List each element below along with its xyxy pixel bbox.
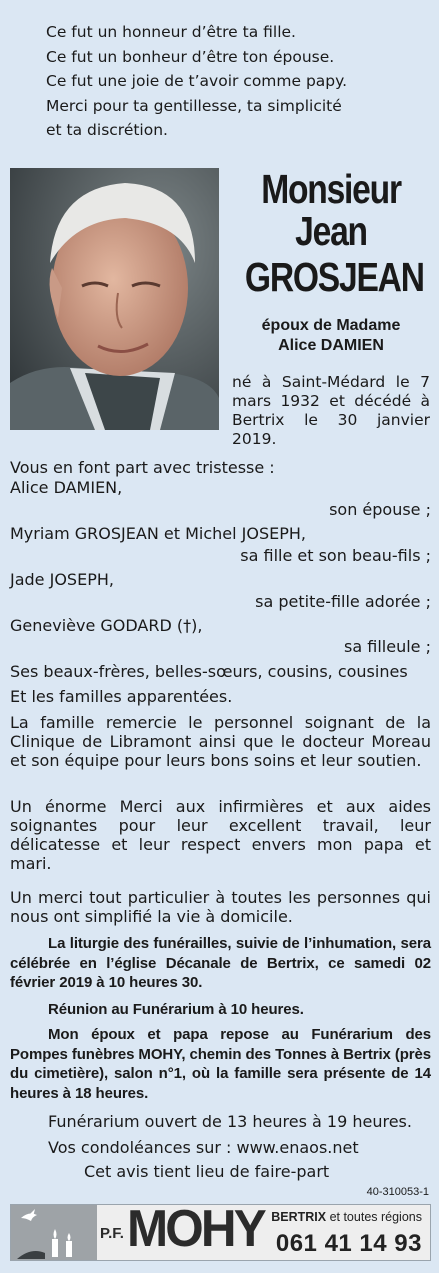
extended-family: Ses beaux-frères, belles-sœurs, cousins, cousines — [10, 662, 408, 681]
spouse-line-2: Alice DAMIEN — [278, 337, 384, 354]
family-role: sa fille et son beau-fils ; — [240, 546, 431, 565]
poem-line: Ce fut une joie de t’avoir comme papy. — [46, 72, 348, 91]
family-name: Geneviève GODARD (†), — [10, 616, 203, 635]
region-rest: et toutes régions — [326, 1210, 422, 1224]
rest-info: Mon époux et papa repose au Funérarium des Pompes funèbres MOHY, chemin des Tonnes à Bertrix (près du cimetière), salon n°1, où la famille sera présente de 14 heures à 18 heures. — [10, 1026, 432, 1102]
condolences: Vos condoléances sur : www.enaos.net — [48, 1138, 359, 1157]
spouse-line-1: époux de Madame — [261, 317, 401, 334]
title: Monsieur — [261, 166, 401, 212]
family-name: Alice DAMIEN, — [10, 478, 123, 497]
portrait-illustration — [10, 168, 219, 430]
intro: Vous en font part avec tristesse : — [10, 458, 275, 477]
family-role: sa petite-fille adorée ; — [255, 592, 431, 611]
poem-line: Merci pour ta gentillesse, ta simplicité — [46, 96, 342, 115]
families-related: Et les familles apparentées. — [10, 687, 233, 706]
portrait-photo — [10, 168, 219, 430]
meeting: Réunion au Funérarium à 10 heures. — [48, 1001, 304, 1018]
notice: Cet avis tient lieu de faire-part — [84, 1162, 330, 1181]
pf-label: P.F. — [100, 1225, 124, 1242]
brand-name: MOHY — [127, 1200, 264, 1258]
thanks-home: Un merci tout particulier à toutes les personnes qui nous ont simplifié la vie à domicile. — [10, 888, 431, 926]
poem-line: Ce fut un honneur d’être ta fille. — [46, 23, 296, 41]
phone-number: 061 41 14 93 — [275, 1230, 422, 1257]
region-city: BERTRIX — [271, 1210, 327, 1224]
birth-death-info: né à Saint-Médard le 7 mars 1932 et décédé à Bertrix le 30 janvier 2019. — [232, 373, 430, 448]
family-name: Jade JOSEPH, — [10, 570, 114, 589]
poem-line: et ta discrétion. — [46, 121, 168, 140]
family-name: Myriam GROSJEAN et Michel JOSEPH, — [10, 524, 306, 543]
funerarium-hours: Funérarium ouvert de 13 heures à 19 heures. — [48, 1112, 412, 1131]
first-name: Jean — [295, 208, 367, 254]
thanks-clinic: La famille remercie le personnel soignant de la Clinique de Libramont ainsi que le docteur Moreau et son équipe pour leurs bons soins et leur soutien. — [10, 713, 431, 770]
poem — [46, 20, 347, 143]
thanks-nurses: Un énorme Merci aux infirmières et aux aides soignantes pour leur excellent travail, leur délicatesse et leur respect envers mon papa et mari. — [10, 797, 431, 873]
dove-candle-icon — [11, 1205, 97, 1260]
liturgy: La liturgie des funérailles, suivie de l’inhumation, sera célébrée en l’église Décanale de Bertrix, ce samedi 02 février 2019 à 10 heures 30. — [10, 935, 431, 991]
family-role: son épouse ; — [329, 500, 431, 519]
reference-number: 40-310053-1 — [366, 1186, 429, 1198]
family-role: sa filleule ; — [344, 637, 431, 656]
funeral-home-banner — [10, 1200, 431, 1261]
poem-line: Ce fut un bonheur d’être ton épouse. — [46, 47, 335, 66]
region — [271, 1210, 422, 1224]
last-name: GROSJEAN — [244, 254, 424, 300]
candle-logo — [11, 1205, 97, 1260]
